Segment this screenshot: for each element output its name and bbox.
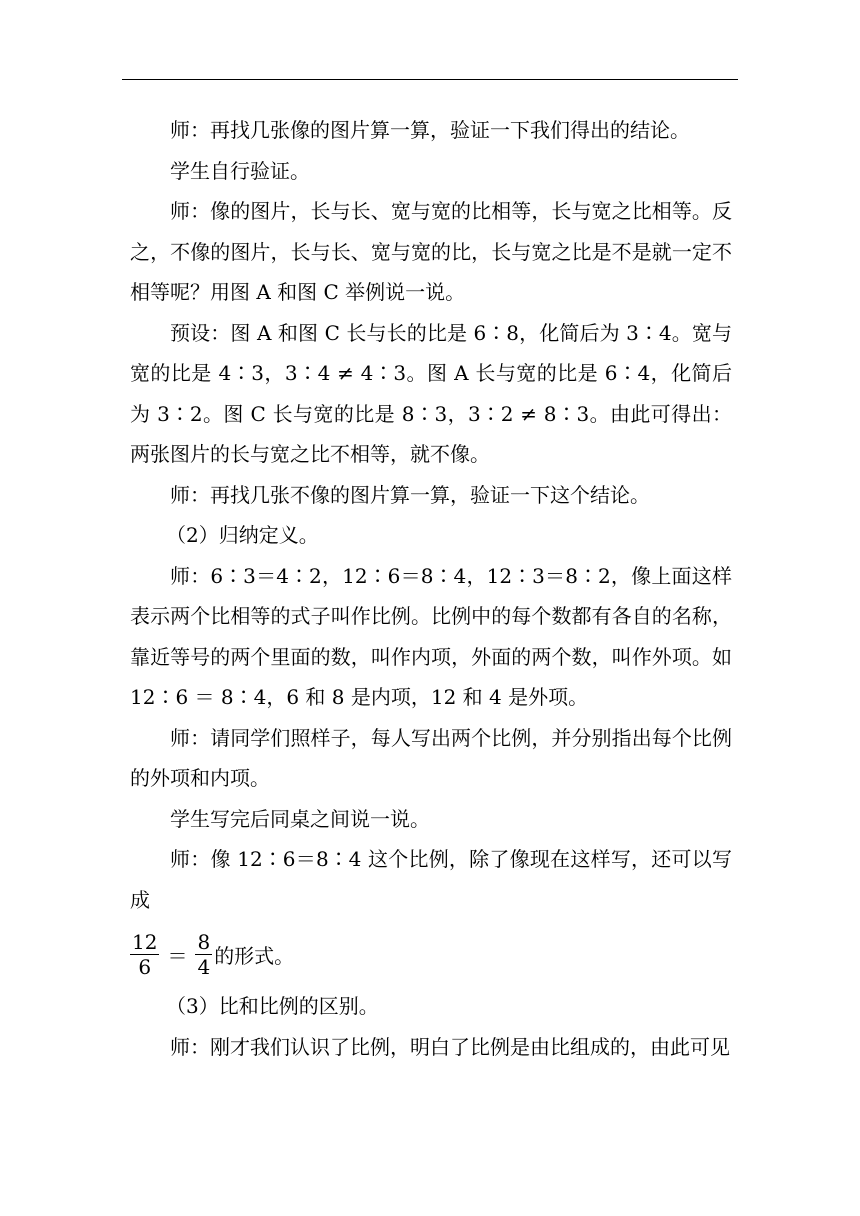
numerator: 8 — [197, 929, 211, 954]
section-heading: （2）归纳定义。 — [166, 523, 319, 547]
fraction-right — [195, 930, 212, 979]
paragraph: 师：像 12∶6＝8∶4 这个比例，除了像现在这样写，还可以写成 — [130, 847, 732, 912]
fraction-left — [130, 930, 159, 979]
document-body — [130, 110, 732, 1067]
section-heading: （3）比和比例的区别。 — [166, 994, 379, 1018]
denominator: 6 — [138, 954, 152, 979]
paragraph: 学生写完后同桌之间说一说。 — [170, 806, 430, 831]
paragraph: 师：再找几张像的图片算一算，验证一下我们得出的结论。 — [170, 118, 690, 142]
paragraph: 师：像的图片，长与长、宽与宽的比相等，长与宽之比相等。反之，不像的图片，长与长、宽与宽的比，长与宽之比是不是就一定不相等呢？用图 A 和图 C 举例说一说。 — [130, 199, 732, 304]
equals-sign: ＝ — [167, 943, 188, 968]
fraction-tail-text: 的形式。 — [214, 943, 295, 968]
paragraph: 预设：图 A 和图 C 长与长的比是 6∶8，化简后为 3∶4。宽与宽的比是 4∶3，3∶4 ≠ 4∶3。图 A 长与宽的比是 6∶4，化简后为 3∶2。图 C 长与宽的比是 8∶3，3∶2 ≠ 8∶3。由此可得出：两张图片的长与宽之比不相等，就不像。 — [130, 320, 732, 466]
numerator: 12 — [132, 929, 158, 954]
paragraph: 师：再找几张不像的图片算一算，验证一下这个结论。 — [170, 482, 650, 507]
paragraph: 师：刚才我们认识了比例，明白了比例是由比组成的，由此可见 — [170, 1034, 730, 1059]
paragraph: 师：请同学们照样子，每人写出两个比例，并分别指出每个比例的外项和内项。 — [130, 725, 732, 790]
fraction-equation — [130, 924, 732, 984]
denominator: 4 — [197, 954, 211, 979]
paragraph: 师：6∶3＝4∶2，12∶6＝8∶4，12∶3＝8∶2，像上面这样表示两个比相等的式子叫作比例。比例中的每个数都有各自的名称，靠近等号的两个里面的数，叫作内项，外面的两个数，叫作外项。如 12∶6 ＝ 8∶4，6 和 8 是内项，12 和 4 是外项。 — [130, 563, 732, 709]
paragraph: 学生自行验证。 — [170, 158, 310, 183]
header-rule — [122, 79, 738, 80]
